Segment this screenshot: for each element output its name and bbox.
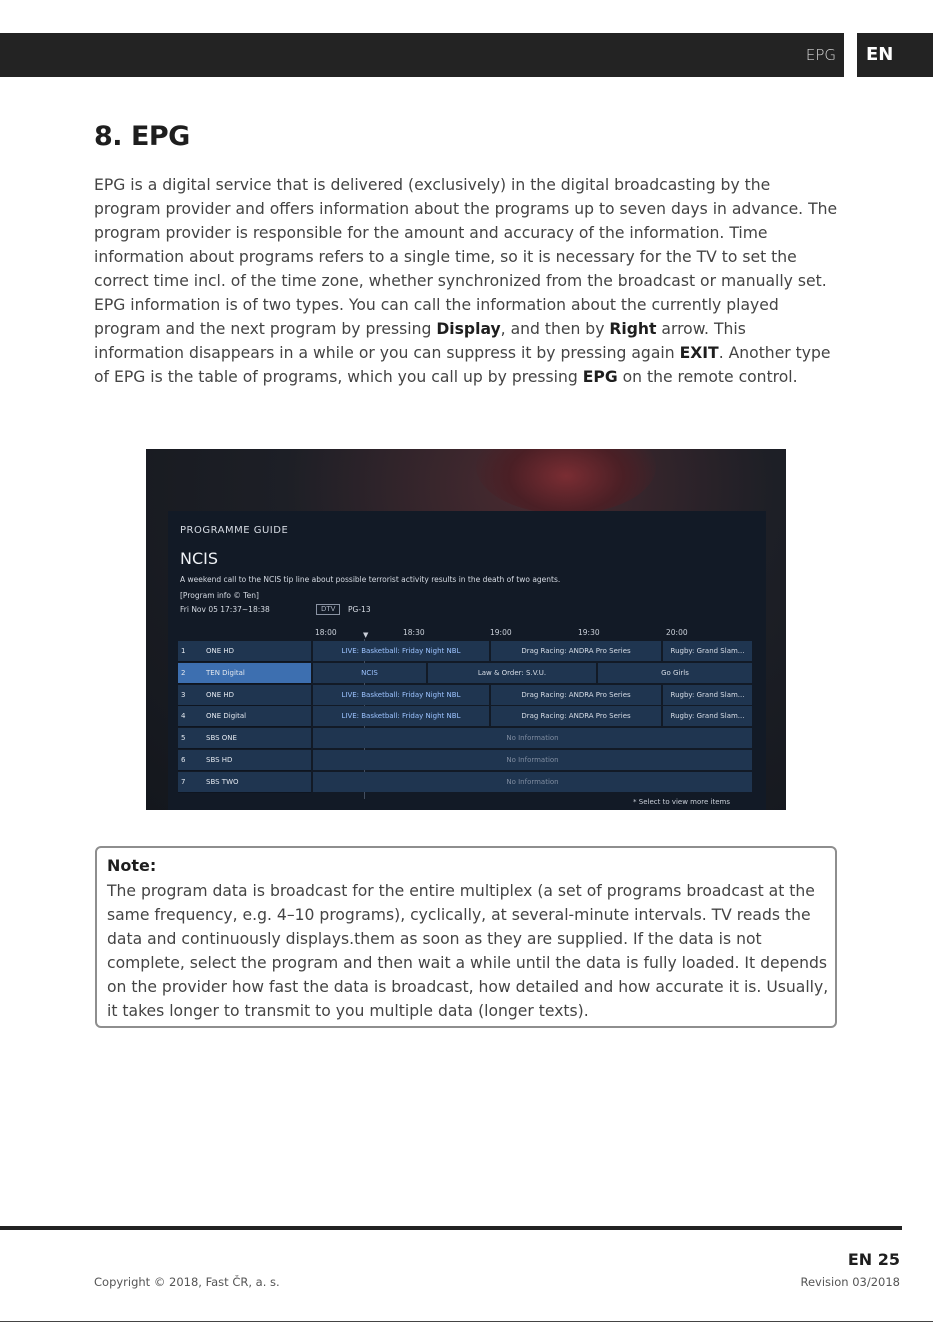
channel-number: 5 <box>181 734 186 743</box>
channel-cell-selected[interactable] <box>178 663 311 684</box>
note-text: The program data is broadcast for the entire multiplex (a set of programs broadcast at the same frequency, e.g. 4–10 programs), cyclically, at several-minute intervals. TV reads the data and continuously displays.them as soon as they are supplied. If the data is not complete, select the program and then wait a while until the data is fully loaded. It depends on the provider how fast the data is broadcast, how detailed and how accurate it is. Usually, it takes longer to transmit to you multiple data (longer texts). <box>107 882 829 1020</box>
programme-guide-panel <box>168 511 766 810</box>
time-label: 20:00 <box>666 628 688 637</box>
channel-name: ONE HD <box>206 690 235 699</box>
channel-row[interactable] <box>178 772 754 794</box>
program-cell[interactable]: No Information <box>313 750 754 770</box>
channel-number: 2 <box>181 668 186 677</box>
program-cell[interactable]: NCIS <box>313 663 428 683</box>
channel-cell[interactable] <box>178 685 311 706</box>
channel-cell[interactable] <box>178 641 311 662</box>
header-bar <box>0 33 844 77</box>
channel-row[interactable] <box>178 685 754 707</box>
p2-text-b: , and then by <box>500 320 610 338</box>
time-label: 18:30 <box>403 628 425 637</box>
channel-number: 7 <box>181 777 186 786</box>
time-label: 18:00 <box>315 628 337 637</box>
exit-key: EXIT <box>679 344 719 362</box>
p2-text-a: EPG information is of two types. You can call the information about the currently played program and the next program by pressing <box>94 296 779 338</box>
channel-row[interactable] <box>178 641 754 663</box>
channel-row[interactable] <box>178 750 754 772</box>
footer-divider <box>0 1226 902 1230</box>
channel-row[interactable] <box>178 706 754 728</box>
guide-footer-hint: * Select to view more items <box>633 798 730 806</box>
channel-rows <box>178 641 754 794</box>
channel-name: ONE Digital <box>206 712 247 721</box>
channel-name: SBS TWO <box>206 777 239 786</box>
rating-label: PG-13 <box>348 605 371 614</box>
time-label: 19:00 <box>490 628 512 637</box>
channel-number: 6 <box>181 755 186 764</box>
program-cell[interactable]: Drag Racing: ANDRA Pro Series <box>491 706 663 726</box>
channel-number: 4 <box>181 712 186 721</box>
program-time: Fri Nov 05 17:37~18:38 <box>180 605 270 614</box>
channel-cell[interactable] <box>178 706 311 727</box>
copyright: Copyright © 2018, Fast ČR, a. s. <box>94 1275 280 1289</box>
page-number: EN 25 <box>847 1250 900 1269</box>
program-cell[interactable]: LIVE: Basketball: Friday Night NBL <box>313 685 491 705</box>
language-label: EN <box>866 44 894 65</box>
program-title: NCIS <box>180 549 219 568</box>
program-cell[interactable]: Rugby: Grand Slam... <box>663 685 754 705</box>
program-cell[interactable]: No Information <box>313 772 754 792</box>
program-cell[interactable]: Law & Order: S.V.U. <box>428 663 598 683</box>
p2-text-d: . Another type of EPG is the table of programs, which you call up by pressing <box>94 344 831 386</box>
channel-cell[interactable] <box>178 750 311 771</box>
timeline <box>168 628 766 640</box>
p2-text-e: on the remote control. <box>617 368 798 386</box>
note-box <box>95 846 837 1028</box>
epg-key: EPG <box>582 368 618 386</box>
channel-cell[interactable] <box>178 728 311 749</box>
channel-name: ONE HD <box>206 647 235 655</box>
channel-row[interactable] <box>178 728 754 750</box>
channel-number: 3 <box>181 690 186 699</box>
channel-name: SBS HD <box>206 755 233 764</box>
paragraph-2 <box>94 293 839 389</box>
program-cell[interactable]: Drag Racing: ANDRA Pro Series <box>491 641 663 661</box>
program-cell[interactable]: LIVE: Basketball: Friday Night NBL <box>313 641 491 661</box>
guide-heading: PROGRAMME GUIDE <box>180 525 289 536</box>
epg-screenshot <box>146 449 786 810</box>
display-key: Display <box>436 320 501 338</box>
note-title: Note: <box>107 856 157 875</box>
revision: Revision 03/2018 <box>800 1275 900 1289</box>
p2-text-c: arrow. This information disappears in a while or you can suppress it by pressing again <box>94 320 746 362</box>
channel-number: 1 <box>181 647 186 655</box>
channel-row[interactable] <box>178 663 754 685</box>
body-text <box>94 173 839 389</box>
program-info: [Program info © Ten] <box>180 591 259 600</box>
program-cell[interactable]: Rugby: Grand Slam... <box>663 641 754 661</box>
bottom-divider <box>0 1321 933 1322</box>
program-cell[interactable]: Drag Racing: ANDRA Pro Series <box>491 685 663 705</box>
paragraph-1: EPG is a digital service that is delivered (exclusively) in the digital broadcasting by the program provider and offers information about the programs up to seven days in advance. The program provider is responsible for the amount and accuracy of the information. Time information about programs refers to a single time, so it is necessary for the TV to set the correct time incl. of the time zone, whether synchronized from the broadcast or manually set. <box>94 176 838 290</box>
language-badge <box>857 33 933 77</box>
right-key: Right <box>609 320 657 338</box>
dtv-badge: DTV <box>316 604 340 615</box>
time-label: 19:30 <box>578 628 600 637</box>
program-cell[interactable]: LIVE: Basketball: Friday Night NBL <box>313 706 491 726</box>
program-cell[interactable]: Go Girls <box>598 663 754 683</box>
program-cell[interactable]: Rugby: Grand Slam... <box>663 706 754 726</box>
program-cell[interactable]: No Information <box>313 728 754 748</box>
channel-name: SBS ONE <box>206 734 237 743</box>
channel-cell[interactable] <box>178 772 311 793</box>
program-description: A weekend call to the NCIS tip line about possible terrorist activity results in the death of two agents. <box>180 575 561 584</box>
section-label: EPG <box>805 46 836 64</box>
page-title: 8. EPG <box>94 121 190 152</box>
channel-name: TEN Digital <box>206 668 245 677</box>
now-marker-icon: ▼ <box>363 631 369 639</box>
background-image <box>476 449 656 514</box>
